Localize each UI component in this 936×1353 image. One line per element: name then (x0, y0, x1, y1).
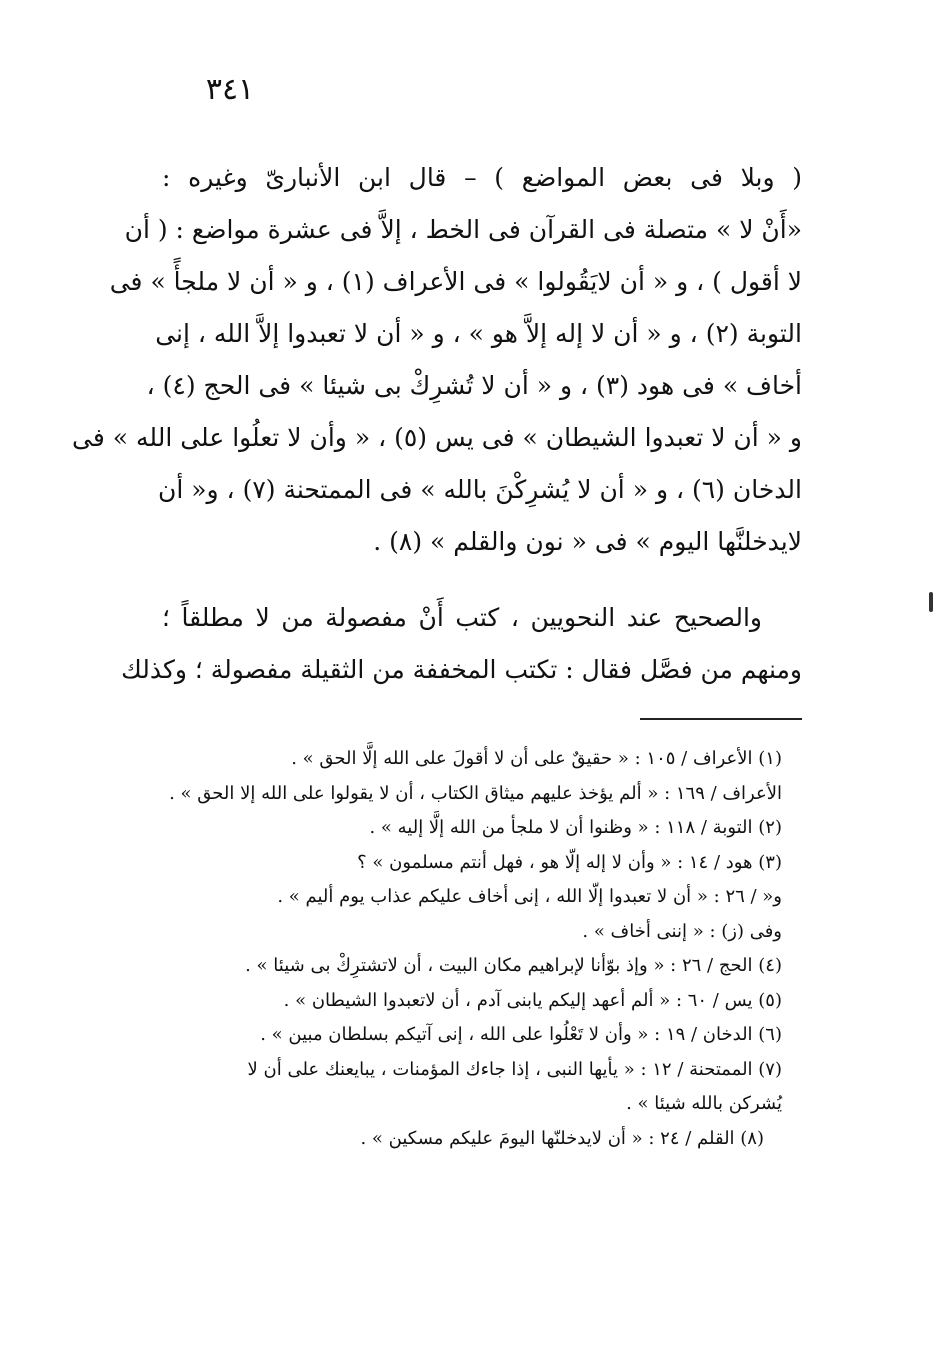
page-number: ٣٤١ (205, 72, 255, 107)
text-line: أخاف » فى هود (٣) ، و « أن لا تُشرِكْ بى شيئا » فى الحج (٤) ، (146, 371, 802, 400)
footnote-line: (٥) يس / ٦٠ : « ألم أعهد إليكم يابنى آدم ، أن لاتعبدوا الشيطان » . (283, 989, 782, 1011)
footnote-line: (٨) القلم / ٢٤ : « أن لايدخلنّها اليومَ عليكم مسكين » . (360, 1127, 764, 1149)
text-line: لا أقول ) ، و « أن لايَقُولوا » فى الأعراف (١) ، و « أن لا ملجأً » فى (109, 267, 802, 296)
text-line: والصحيح عند النحويين ، كتب أَنْ مفصولة من لا مطلقاً ؛ (162, 603, 762, 632)
paragraph-1 (72, 152, 802, 568)
footnote-line: (٧) الممتحنة / ١٢ : « يأيها النبى ، إذا جاءك المؤمنات ، يبايعنك على أن لا (247, 1058, 782, 1080)
footnotes (150, 742, 782, 1156)
footnote-line: الأعراف / ١٦٩ : « ألم يؤخذ عليهم ميثاق الكتاب ، أن لا يقولوا على الله إلا الحق » . (169, 782, 782, 804)
footnote-line: (٦) الدخان / ١٩ : « وأن لا تَعْلُوا على الله ، إنى آتيكم بسلطان مبين » . (260, 1024, 782, 1045)
scan-edge-mark (929, 592, 933, 612)
text-line: ومنهم من فصَّل فقال : تكتب المخففة من الثقيلة مفصولة ؛ وكذلك (121, 655, 802, 684)
text-line: و « أن لا تعبدوا الشيطان » فى يس (٥) ، « وأن لا تعلُوا على الله » فى (72, 423, 802, 452)
footnote-line: (٤) الحج / ٢٦ : « وإذ بوّأنا لإبراهيم مكان البيت ، أن لاتشترِكْ بى شيئا » . (245, 955, 782, 976)
text-line: «أَنْ لا » متصلة فى القرآن فى الخط ، إلاَّ فى عشرة مواضع : ( أن (124, 215, 802, 244)
main-text (72, 152, 802, 696)
footnote-line: (١) الأعراف / ١٠٥ : « حقيقٌ على أن لا أقولَ على الله إلَّا الحق » . (291, 748, 782, 769)
footnote-line: (٢) التوبة / ١١٨ : « وظنوا أن لا ملجأ من الله إلَّا إليه » . (369, 817, 782, 838)
footnote-line: و« / ٢٦ : « أن لا تعبدوا إلّا الله ، إنى أخاف عليكم عذاب يوم أليم » . (277, 886, 782, 907)
text-line: الدخان (٦) ، و « أن لا يُشرِكْنَ بالله » فى الممتحنة (٧) ، و« أن (157, 475, 802, 504)
text-line: لايدخلنَّها اليوم » فى « نون والقلم » (٨) . (373, 527, 802, 556)
footnote-line: وفى (ز) : « إننى أخاف » . (582, 920, 782, 942)
footnote-line: يُشركن بالله شيئا » . (626, 1093, 782, 1114)
paragraph-2 (121, 592, 802, 696)
text-line: التوبة (٢) ، و « أن لا إله إلاَّ هو » ، و « أن لا تعبدوا إلاَّ الله ، إنى (155, 319, 802, 348)
footnote-line: (٣) هود / ١٤ : « وأن لا إله إلّا هو ، فهل أنتم مسلمون » ؟ (357, 851, 782, 873)
text-line: ( وبلا فى بعض المواضع ) – قال ابن الأنبارىّ وغيره : (162, 163, 802, 192)
footnote-separator (640, 718, 802, 720)
